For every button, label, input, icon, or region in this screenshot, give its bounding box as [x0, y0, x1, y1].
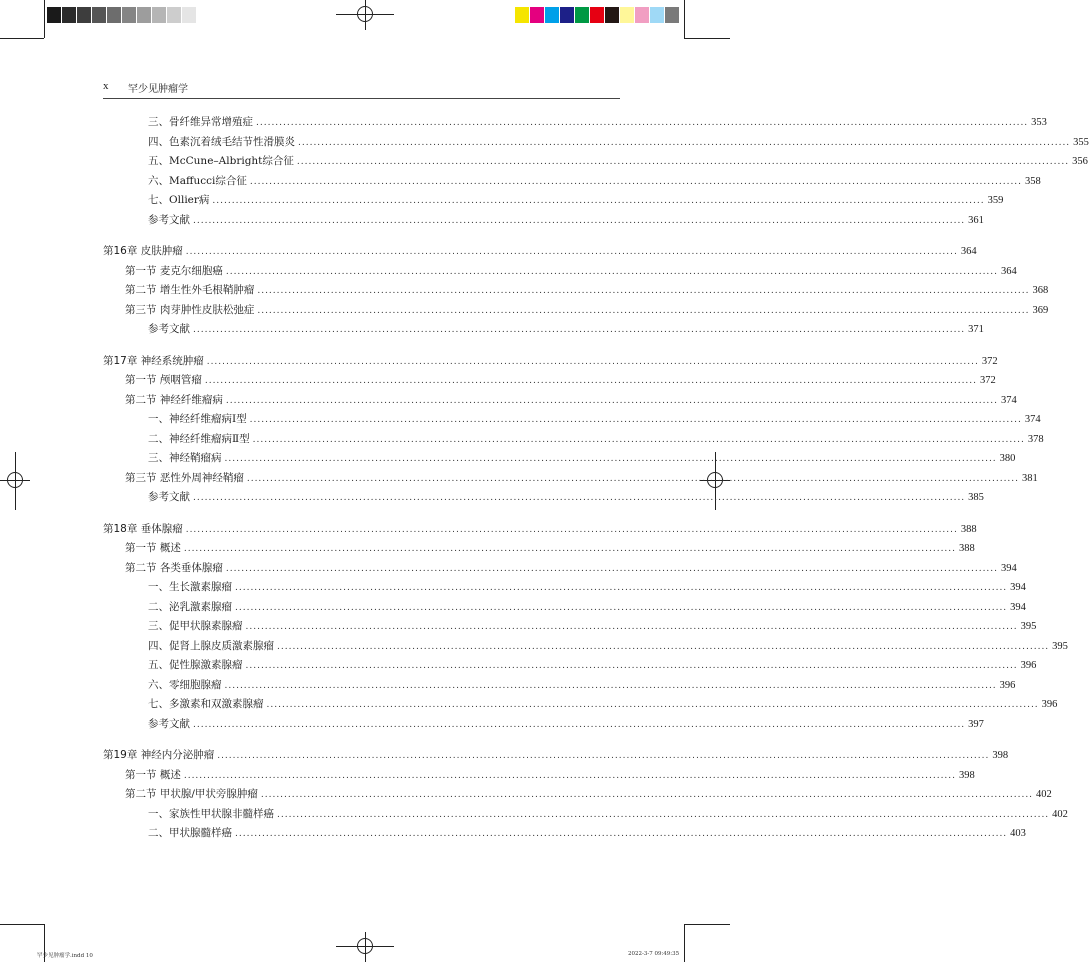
toc-entry-label: 第一节 麦克尔细胞癌 — [125, 264, 223, 277]
toc-page-number: 374 — [1001, 394, 1017, 406]
toc-leader-dots: ........................................................................................................................................................................................................ — [246, 473, 1020, 484]
toc-leader-dots: ........................................................................................................................................................................................................ — [266, 700, 1039, 710]
toc-page-number: 359 — [987, 195, 1004, 206]
color-swatch — [167, 7, 182, 23]
toc-entry-ref — [103, 489, 984, 509]
color-swatch — [560, 7, 575, 23]
color-swatch — [47, 7, 62, 23]
color-swatch — [122, 7, 137, 23]
toc-entry-chapter — [103, 353, 998, 373]
toc-leader-dots: ........................................................................................................................................................................................................ — [252, 434, 1025, 445]
toc-leader-dots: ........................................................................................................................................................................................................ — [245, 661, 1018, 671]
toc-leader-dots: ........................................................................................................................................................................................................ — [193, 325, 966, 335]
toc-page-number: 374 — [1024, 414, 1041, 425]
color-swatch — [575, 7, 590, 23]
toc-leader-dots: ........................................................................................................................................................................................................ — [183, 544, 957, 554]
toc-entry-label: 第一节 颅咽管瘤 — [125, 374, 202, 386]
page-numeral: x — [103, 80, 109, 92]
book-title: 罕少见肿瘤学 — [128, 84, 188, 95]
toc-entry-label: 四、色素沉着绒毛结节性滑膜炎 — [148, 135, 295, 148]
toc-page-number: 398 — [959, 769, 975, 781]
color-calibration-bar — [515, 7, 680, 23]
toc-page-number: 369 — [1032, 304, 1049, 316]
color-swatch — [635, 7, 650, 23]
toc-page-number: 396 — [1041, 699, 1058, 710]
footer-file-name: 罕少见肿瘤学.indd 10 — [37, 953, 93, 959]
toc-entry-label: 一、生长激素腺瘤 — [148, 581, 232, 593]
gray-calibration-bar — [47, 7, 212, 23]
toc-page-number: 402 — [1036, 789, 1052, 800]
toc-page-number: 397 — [968, 718, 984, 730]
crop-mark — [684, 924, 685, 962]
toc-entry-chapter — [103, 243, 977, 263]
toc-page-number: 385 — [968, 492, 984, 503]
toc-page-number: 388 — [960, 523, 977, 535]
toc-entry-item — [103, 579, 1026, 599]
toc-entry-section — [103, 470, 1038, 490]
toc-entry-label: 第二节 各类垂体腺瘤 — [125, 561, 223, 574]
toc-entry-label: 五、促性腺激素腺瘤 — [148, 659, 243, 671]
toc-leader-dots: ........................................................................................................................................................................................................ — [235, 583, 1008, 593]
color-swatch — [620, 7, 635, 23]
toc-leader-dots: ........................................................................................................................................................................................................ — [298, 137, 1071, 148]
crop-mark — [0, 924, 44, 925]
toc-leader-dots: ........................................................................................................................................................................................................ — [193, 719, 966, 730]
toc-entry-item — [103, 806, 1068, 826]
toc-entry-item — [103, 677, 1016, 697]
toc-entry-section — [103, 540, 975, 560]
toc-entry-section — [103, 302, 1049, 322]
toc-entry-label: 六、零细胞腺瘤 — [148, 678, 222, 691]
running-header — [103, 78, 620, 99]
toc-entry-section — [103, 372, 996, 392]
toc-entry-item — [103, 638, 1068, 658]
toc-page-number: 378 — [1027, 433, 1044, 445]
toc-page-number: 364 — [960, 246, 977, 257]
toc-entry-label: 一、神经纤维瘤病Ⅰ型 — [148, 413, 247, 425]
color-swatch — [152, 7, 167, 23]
toc-leader-dots: ........................................................................................................................................................................................................ — [256, 118, 1029, 128]
toc-page-number: 361 — [968, 214, 984, 226]
toc-leader-dots: ........................................................................................................................................................................................................ — [260, 790, 1034, 800]
toc-leader-dots: ........................................................................................................................................................................................................ — [212, 196, 985, 206]
toc-leader-dots: ........................................................................................................................................................................................................ — [225, 266, 999, 277]
toc-entry-item — [103, 411, 1041, 431]
color-swatch — [197, 7, 212, 23]
toc-leader-dots: ........................................................................................................................................................................................................ — [183, 770, 957, 781]
color-swatch — [545, 7, 560, 23]
toc-leader-dots: ........................................................................................................................................................................................................ — [193, 215, 966, 226]
toc-page-number: 396 — [1020, 660, 1037, 671]
toc-entry-label: 七、Ollier病 — [148, 194, 210, 206]
toc-page-number: 388 — [959, 543, 975, 554]
toc-page-number: 398 — [992, 750, 1009, 761]
toc-entry-label: 六、Maffucci综合征 — [148, 174, 247, 187]
toc-entry-item — [103, 114, 1047, 134]
color-swatch — [665, 7, 680, 23]
color-swatch — [77, 7, 92, 23]
crop-mark — [684, 38, 730, 39]
toc-entry-label: 第18章 垂体腺瘤 — [103, 522, 183, 535]
toc-leader-dots: ........................................................................................................................................................................................................ — [224, 680, 997, 691]
toc-page-number: 364 — [1001, 265, 1017, 277]
footer-timestamp: 2022-3-7 09:49:35 — [628, 951, 680, 957]
toc-page-number: 395 — [1020, 621, 1037, 632]
toc-entry-chapter — [103, 747, 1009, 767]
color-swatch — [137, 7, 152, 23]
toc-entry-label: 第三节 恶性外周神经鞘瘤 — [125, 471, 244, 484]
toc-entry-item — [103, 696, 1058, 716]
toc-page-number: 368 — [1032, 285, 1049, 296]
color-swatch — [590, 7, 605, 23]
toc-leader-dots: ........................................................................................................................................................................................................ — [277, 809, 1050, 820]
toc-entry-label: 第三节 肉芽肿性皮肤松弛症 — [125, 303, 255, 316]
toc-leader-dots: ........................................................................................................................................................................................................ — [185, 524, 958, 535]
toc-entry-label: 参考文献 — [148, 491, 190, 503]
toc-entry-label: 二、泌乳激素腺瘤 — [148, 600, 232, 613]
toc-entry-item — [103, 599, 1026, 619]
registration-target-icon — [357, 938, 373, 954]
toc-entry-label: 第16章 皮肤肿瘤 — [103, 245, 183, 257]
toc-leader-dots: ........................................................................................................................................................................................................ — [235, 602, 1008, 613]
toc-page-number: 396 — [999, 679, 1016, 691]
toc-entry-label: 参考文献 — [148, 323, 190, 335]
toc-entry-label: 参考文献 — [148, 717, 190, 730]
toc-entry-item — [103, 431, 1044, 451]
toc-entry-chapter — [103, 521, 977, 541]
toc-leader-dots: ........................................................................................................................................................................................................ — [257, 286, 1030, 296]
toc-entry-label: 七、多激素和双激素腺瘤 — [148, 698, 264, 710]
toc-leader-dots: ........................................................................................................................................................................................................ — [224, 454, 997, 464]
crop-mark — [0, 38, 44, 39]
toc-entry-item — [103, 450, 1016, 470]
toc-page-number: 381 — [1022, 472, 1038, 484]
toc-page-number: 394 — [1001, 562, 1017, 574]
registration-target-icon — [357, 6, 373, 22]
registration-target-icon — [7, 472, 23, 488]
toc-page-number: 353 — [1031, 117, 1047, 128]
toc-leader-dots: ........................................................................................................................................................................................................ — [296, 157, 1070, 167]
color-swatch — [92, 7, 107, 23]
toc-page-number: 402 — [1052, 808, 1068, 820]
color-swatch — [182, 7, 197, 23]
toc-page-number: 356 — [1072, 156, 1088, 167]
toc-entry-ref — [103, 321, 984, 341]
toc-entry-section — [103, 392, 1017, 412]
color-swatch — [515, 7, 530, 23]
toc-entry-label: 三、神经鞘瘤病 — [148, 452, 222, 464]
toc-entry-item — [103, 134, 1089, 154]
color-swatch — [650, 7, 665, 23]
toc-page-number: 371 — [968, 324, 984, 335]
toc-entry-label: 第二节 增生性外毛根鞘肿瘤 — [125, 284, 255, 296]
toc-entry-section — [103, 786, 1052, 806]
toc-leader-dots: ........................................................................................................................................................................................................ — [225, 395, 999, 406]
toc-leader-dots: ........................................................................................................................................................................................................ — [204, 376, 978, 386]
toc-entry-section — [103, 263, 1017, 283]
toc-entry-item — [103, 153, 1088, 173]
toc-entry-label: 第二节 甲状腺/甲状旁腺肿瘤 — [125, 788, 258, 800]
toc-leader-dots: ........................................................................................................................................................................................................ — [245, 622, 1018, 632]
toc-entry-label: 五、McCune–Albright综合征 — [148, 155, 294, 167]
toc-entry-item — [103, 618, 1037, 638]
toc-entry-label: 第19章 神经内分泌肿瘤 — [103, 749, 215, 761]
toc-entry-label: 第一节 概述 — [125, 542, 181, 554]
crop-mark — [684, 924, 730, 925]
toc-leader-dots: ........................................................................................................................................................................................................ — [249, 415, 1022, 425]
toc-page-number: 394 — [1010, 582, 1026, 593]
crop-mark — [684, 0, 685, 38]
toc-entry-item — [103, 825, 1026, 845]
toc-entry-label: 一、家族性甲状腺非髓样癌 — [148, 807, 274, 820]
toc-leader-dots: ........................................................................................................................................................................................................ — [235, 829, 1008, 839]
toc-leader-dots: ........................................................................................................................................................................................................ — [206, 356, 979, 367]
color-swatch — [605, 7, 620, 23]
toc-entry-label: 参考文献 — [148, 213, 190, 226]
toc-page-number: 380 — [999, 453, 1016, 464]
toc-page-number: 395 — [1052, 640, 1068, 652]
toc-entry-label: 四、促肾上腺皮质激素腺瘤 — [148, 639, 274, 652]
toc-leader-dots: ........................................................................................................................................................................................................ — [257, 305, 1030, 316]
toc-leader-dots: ........................................................................................................................................................................................................ — [249, 176, 1023, 187]
toc-page-number: 403 — [1010, 828, 1026, 839]
toc-page-number: 372 — [981, 355, 998, 367]
toc-page-number: 358 — [1025, 175, 1041, 187]
toc-entry-section — [103, 560, 1017, 580]
color-swatch — [107, 7, 122, 23]
toc-entry-label: 三、骨纤维异常增殖症 — [148, 116, 253, 128]
toc-entry-label: 第二节 神经纤维瘤病 — [125, 393, 223, 406]
color-swatch — [62, 7, 77, 23]
toc-page-number: 372 — [980, 375, 996, 386]
toc-entry-label: 二、神经纤维瘤病Ⅱ型 — [148, 432, 250, 445]
toc-leader-dots: ........................................................................................................................................................................................................ — [193, 493, 966, 503]
toc-entry-ref — [103, 716, 984, 736]
toc-entry-label: 第17章 神经系统肿瘤 — [103, 354, 204, 367]
toc-leader-dots: ........................................................................................................................................................................................................ — [217, 751, 990, 761]
toc-entry-item — [103, 192, 1004, 212]
toc-leader-dots: ........................................................................................................................................................................................................ — [277, 641, 1050, 652]
toc-entry-item — [103, 657, 1037, 677]
toc-entry-section — [103, 767, 975, 787]
toc-entry-section — [103, 282, 1049, 302]
color-swatch — [530, 7, 545, 23]
toc-entry-label: 第一节 概述 — [125, 768, 181, 781]
crop-mark — [44, 0, 45, 38]
toc-entry-label: 三、促甲状腺素腺瘤 — [148, 620, 243, 632]
toc-entry-label: 二、甲状腺髓样癌 — [148, 827, 232, 839]
toc-page-number: 394 — [1010, 601, 1026, 613]
toc-entry-item — [103, 173, 1041, 193]
toc-entry-ref — [103, 212, 984, 232]
toc-page-number: 355 — [1073, 136, 1089, 148]
toc-leader-dots: ........................................................................................................................................................................................................ — [185, 247, 958, 257]
toc-leader-dots: ........................................................................................................................................................................................................ — [225, 563, 999, 574]
